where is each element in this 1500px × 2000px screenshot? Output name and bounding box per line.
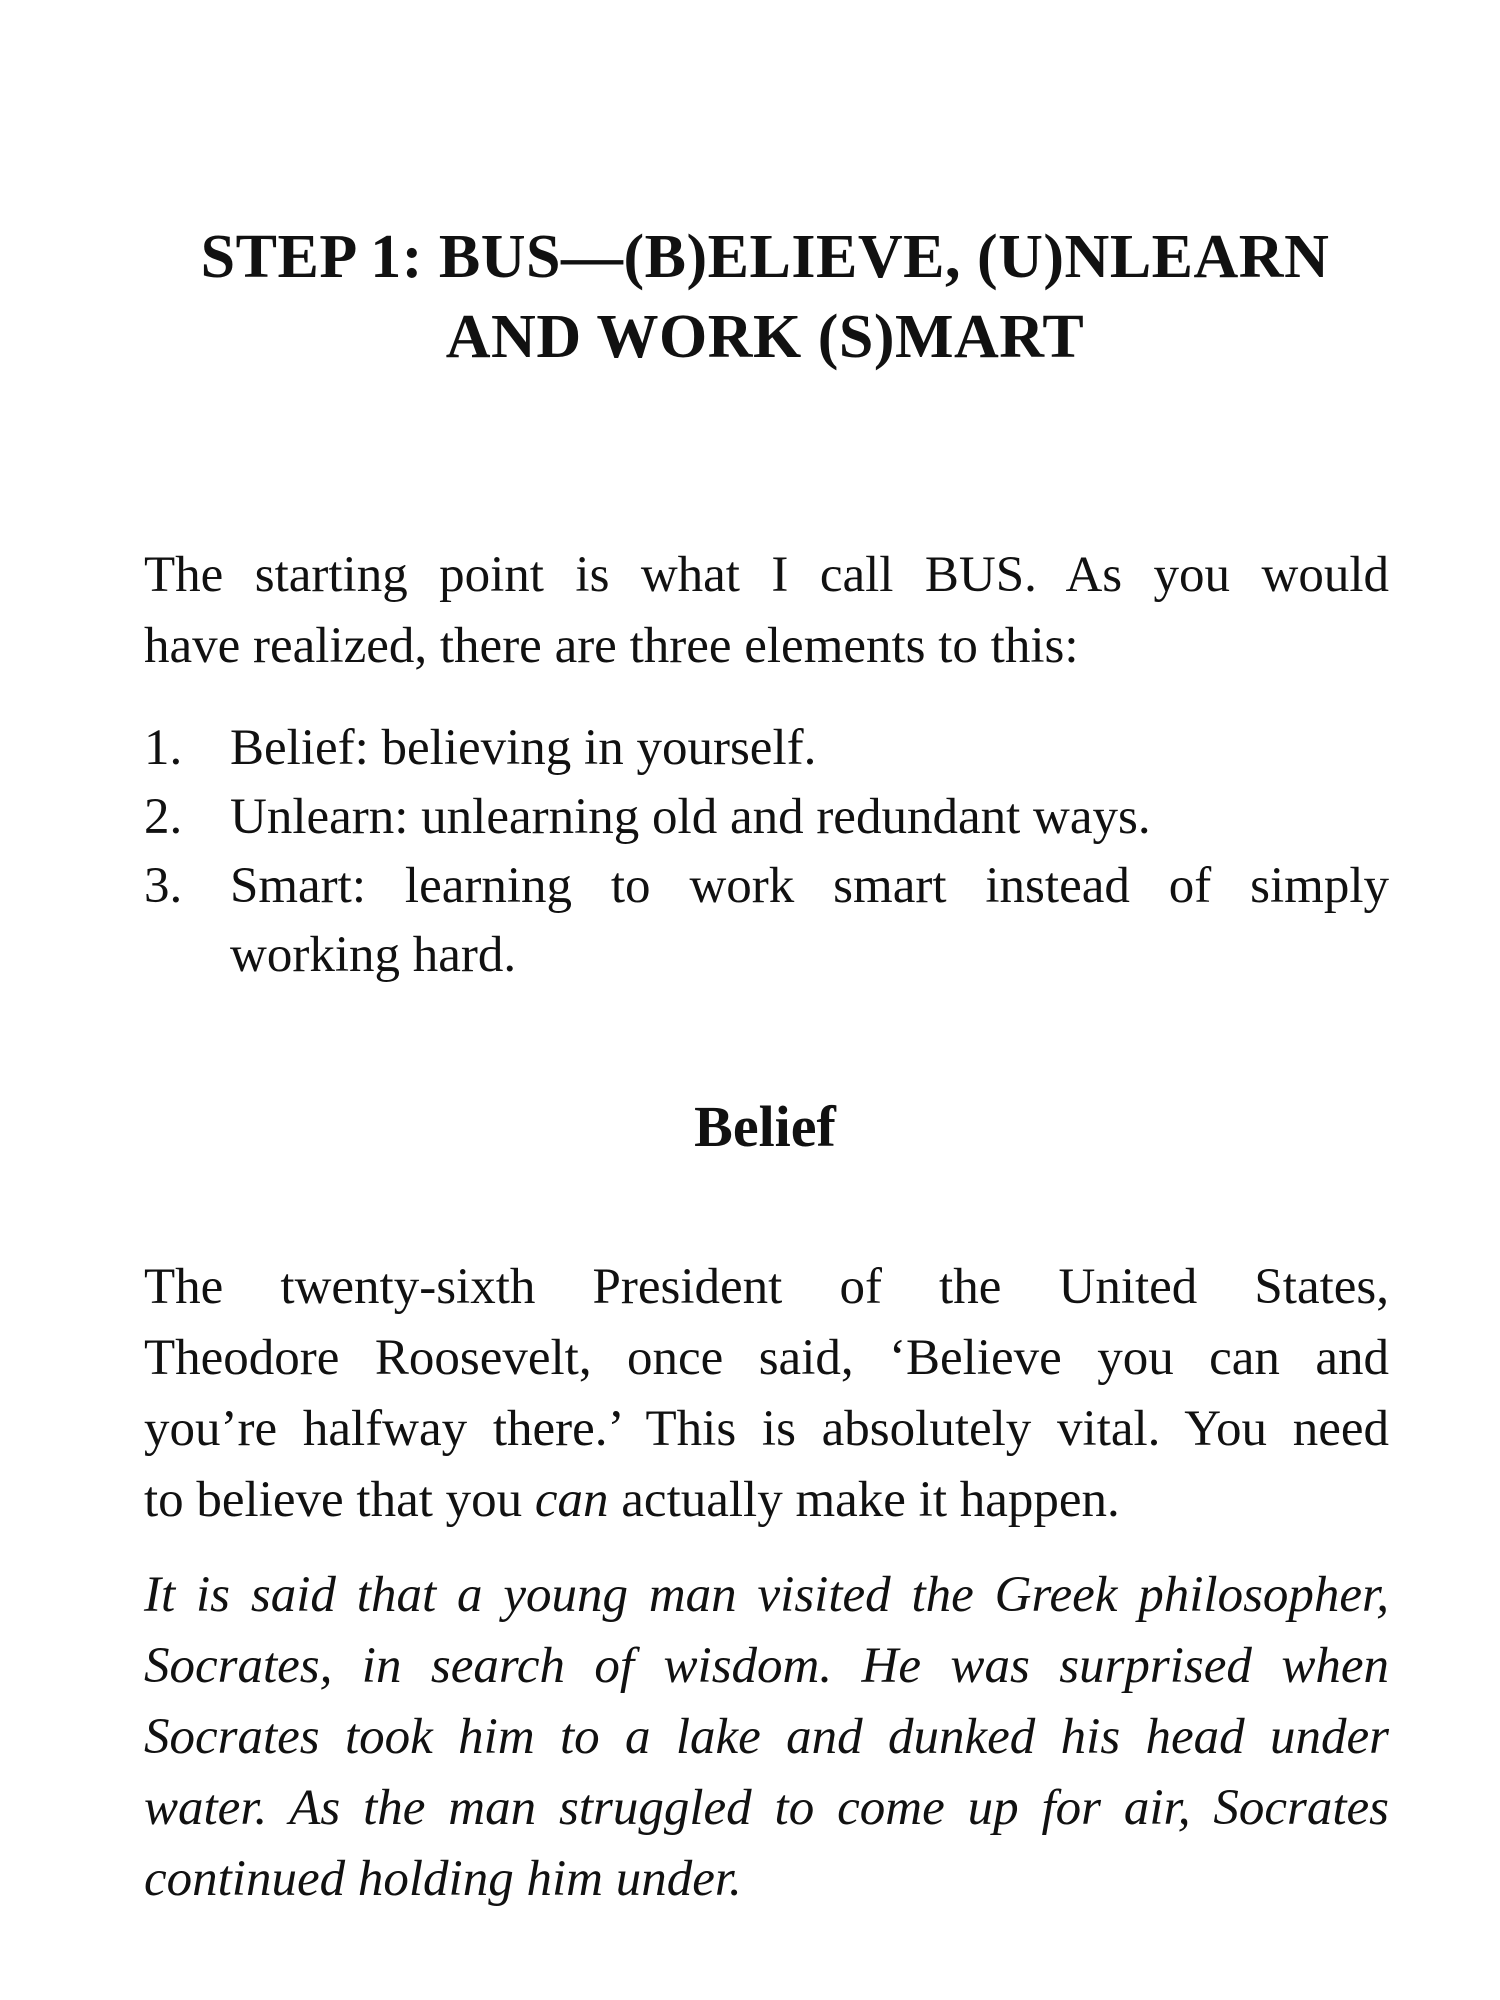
list-item-number: 2. bbox=[144, 789, 183, 845]
list-item-text: Unlearn: unlearning old and redundant ways. bbox=[230, 789, 1151, 845]
list-item bbox=[144, 852, 1389, 990]
bus-elements-list bbox=[144, 714, 1389, 990]
intro-line-1: The starting point is what I call BUS. As you would bbox=[144, 547, 1389, 603]
story-line: Socrates, in search of wisdom. He was surprised when bbox=[144, 1638, 1389, 1694]
story-line: It is said that a young man visited the Greek philosopher, bbox=[144, 1567, 1389, 1623]
text-fragment: to believe that you bbox=[144, 1472, 535, 1528]
list-item-text: Belief: believing in yourself. bbox=[230, 720, 817, 776]
chapter-heading bbox=[140, 217, 1390, 377]
chapter-heading-line-1: STEP 1: BUS—(B)ELIEVE, (U)NLEARN bbox=[200, 223, 1330, 291]
paragraph-line: Theodore Roosevelt, once said, ‘Believe you can and bbox=[144, 1330, 1389, 1386]
chapter-heading-line-2: AND WORK (S)MART bbox=[445, 303, 1085, 371]
intro-paragraph bbox=[144, 540, 1389, 682]
list-item bbox=[144, 714, 1389, 783]
intro-line-2: have realized, there are three elements to this: bbox=[144, 618, 1079, 674]
story-line: Socrates took him to a lake and dunked his head under bbox=[144, 1709, 1389, 1765]
socrates-story-paragraph bbox=[144, 1560, 1389, 1915]
list-item bbox=[144, 783, 1389, 852]
section-title-belief: Belief bbox=[694, 1094, 836, 1159]
paragraph-line: The twenty-sixth President of the United States, bbox=[144, 1259, 1389, 1315]
text-fragment: actually make it happen. bbox=[608, 1472, 1120, 1528]
list-item-number: 1. bbox=[144, 720, 183, 776]
list-item-text: Smart: learning to work smart instead of simply bbox=[230, 858, 1389, 914]
paragraph-line bbox=[144, 1465, 1389, 1536]
story-line: water. As the man struggled to come up for air, Socrates bbox=[144, 1780, 1389, 1836]
list-item-number: 3. bbox=[144, 858, 183, 914]
paragraph-line: you’re halfway there.’ This is absolutely vital. You need bbox=[144, 1401, 1389, 1457]
list-item-text-continued: working hard. bbox=[230, 927, 517, 983]
roosevelt-paragraph bbox=[144, 1252, 1389, 1536]
emphasis-can: can bbox=[534, 1472, 609, 1528]
story-line: continued holding him under. bbox=[144, 1851, 742, 1907]
